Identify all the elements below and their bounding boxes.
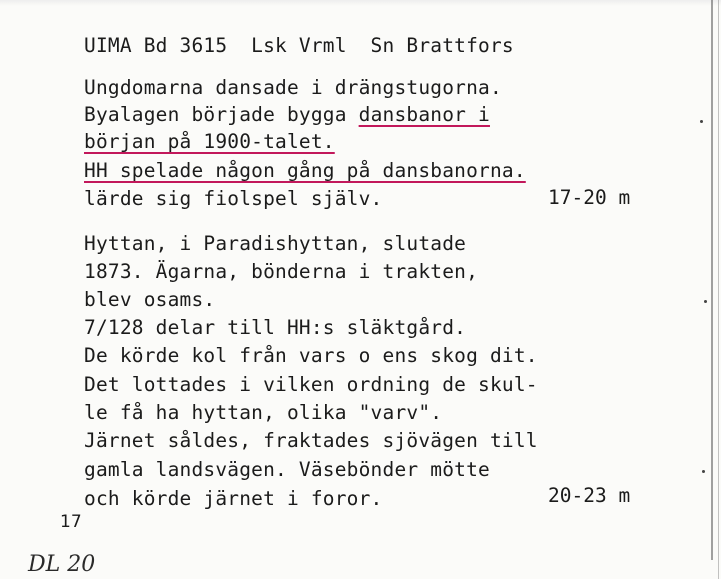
text-line: 7/128 delar till HH:s släktgård. bbox=[84, 316, 467, 339]
text-line: gamla landsvägen. Väsebönder mötte bbox=[84, 458, 490, 481]
underlined-text-line: början på 1900-talet. bbox=[84, 130, 335, 153]
card-right-edge bbox=[711, 0, 713, 560]
text-line: Hyttan, i Paradishyttan, slutade bbox=[84, 232, 467, 255]
duration-range: 17-20 m bbox=[548, 186, 631, 209]
handwritten-margin-note: 17 bbox=[60, 512, 82, 532]
text-line: Järnet såldes, fraktades sjövägen till bbox=[84, 429, 538, 452]
text-line: le få ha hyttan, olika "varv". bbox=[84, 401, 443, 424]
paper-speck bbox=[704, 300, 707, 303]
text-line: och körde järnet i foror. bbox=[84, 487, 383, 510]
text-line: De körde kol från vars o ens skog dit. bbox=[84, 344, 538, 367]
text-line: 1873. Ägarna, bönderna i trakten, bbox=[84, 260, 479, 283]
handwritten-corner-note: DL 20 bbox=[28, 552, 96, 577]
card-top-edge bbox=[0, 0, 721, 6]
text-line bbox=[84, 103, 490, 127]
underlined-text: dansbanor i bbox=[358, 103, 490, 126]
text-line: lärde sig fiolspel själv. bbox=[84, 187, 383, 210]
text-line: Det lottades i vilken ordning de skul- bbox=[84, 373, 538, 396]
paper-speck bbox=[702, 470, 705, 473]
text-line: Ungdomarna dansade i drängstugorna. bbox=[84, 76, 502, 99]
underlined-text-line: HH spelade någon gång på dansbanorna. bbox=[84, 159, 526, 182]
duration-range: 20-23 m bbox=[548, 484, 631, 507]
text-line: blev osams. bbox=[84, 288, 216, 311]
card-header: UIMA Bd 3615 Lsk Vrml Sn Brattfors bbox=[84, 34, 514, 57]
paper-speck bbox=[700, 120, 703, 123]
text-segment: Byalagen började bygga bbox=[84, 103, 359, 126]
card-right-edge-outer bbox=[718, 0, 719, 579]
